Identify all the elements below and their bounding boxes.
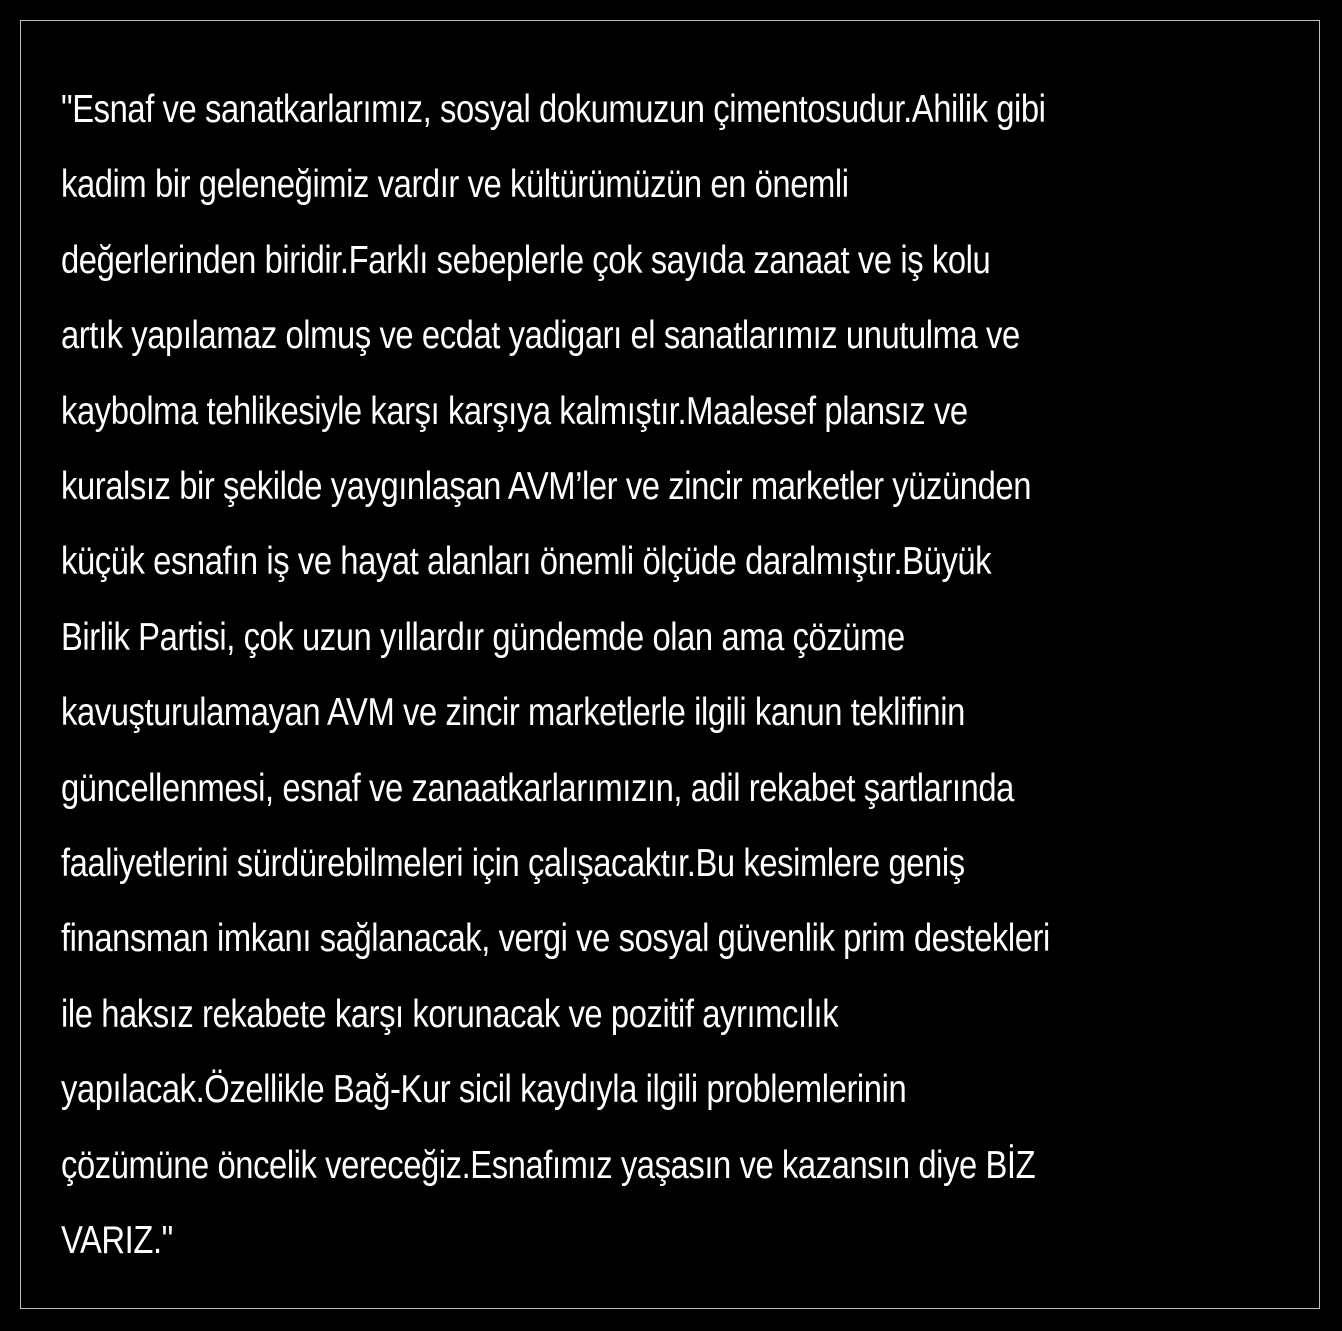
quote-line: kuralsız bir şekilde yaygınlaşan AVM’ler ve zincir marketler yüzünden: [61, 465, 1032, 509]
quote-line: finansman imkanı sağlanacak, vergi ve sosyal güvenlik prim destekleri: [61, 917, 1050, 961]
quote-line: kadim bir geleneğimiz vardır ve kültürümüzün en önemli: [61, 163, 849, 207]
quote-line: VARIZ.": [61, 1219, 173, 1263]
quote-line: ile haksız rekabete karşı korunacak ve pozitif ayrımcılık: [61, 992, 839, 1036]
quote-line: faaliyetlerini sürdürebilmeleri için çalışacaktır.Bu kesimlere geniş: [61, 842, 965, 886]
quote-line: küçük esnafın iş ve hayat alanları önemli ölçüde daralmıştır.Büyük: [61, 540, 992, 584]
quote-line: çözümüne öncelik vereceğiz.Esnafımız yaşasın ve kazansın diye BİZ: [61, 1143, 1036, 1187]
quote-line: Birlik Partisi, çok uzun yıllardır gündemde olan ama çözüme: [61, 615, 905, 659]
quote-line: güncellenmesi, esnaf ve zanaatkarlarımızın, adil rekabet şartlarında: [61, 766, 1014, 810]
quote-line: değerlerinden biridir.Farklı sebeplerle çok sayıda zanaat ve iş kolu: [61, 238, 991, 282]
quote-line: artık yapılamaz olmuş ve ecdat yadigarı el sanatlarımız unutulma ve: [61, 314, 1020, 358]
quote-text: [61, 72, 1094, 1279]
quote-line: yapılacak.Özellikle Bağ-Kur sicil kaydıyla ilgili problemlerinin: [61, 1068, 907, 1112]
quote-line: "Esnaf ve sanatkarlarımız, sosyal dokumuzun çimentosudur.Ahilik gibi: [61, 88, 1046, 131]
quote-line: kavuşturulamayan AVM ve zincir marketlerle ilgili kanun teklifinin: [61, 691, 965, 735]
quote-line: kaybolma tehlikesiyle karşı karşıya kalmıştır.Maalesef plansız ve: [61, 389, 968, 433]
